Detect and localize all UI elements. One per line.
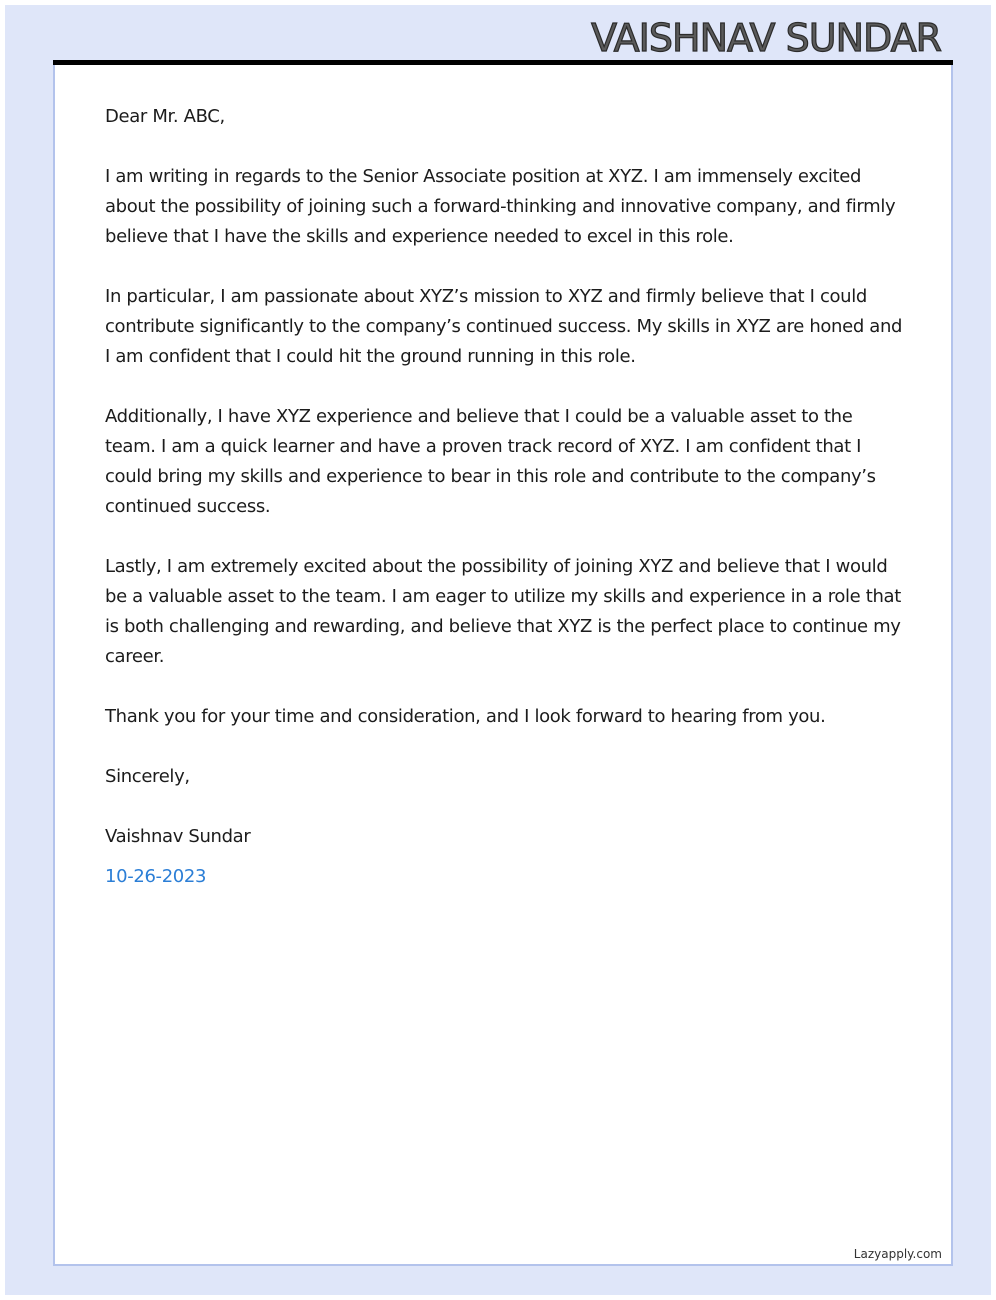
footer-watermark: Lazyapply.com (853, 1247, 942, 1261)
letter-paragraph: In particular, I am passionate about XYZ’s mission to XYZ and firmly believe that I could contribute significantly to the company’s continued success. My skills in XYZ are honed and I am confident that I could hit the ground running in this role. (105, 286, 903, 367)
salutation: Dear Mr. ABC, (105, 106, 225, 127)
header-name: VAISHNAV SUNDAR (591, 16, 941, 60)
letter-paragraph: Additionally, I have XYZ experience and believe that I could be a valuable asset to the team. I am a quick learner and have a proven track record of XYZ. I am confident that I could bring my skills and experience to bear in this role and contribute to the company’s continued success. (105, 406, 876, 517)
letter-paragraph: I am writing in regards to the Senior Associate position at XYZ. I am immensely excited about the possibility of joining such a forward-thinking and innovative company, and firmly believe that I have the skills and experience needed to excel in this role. (105, 166, 896, 247)
closing: Sincerely, (105, 766, 190, 787)
signature-name: Vaishnav Sundar (105, 826, 251, 847)
letter-page (53, 65, 953, 1266)
document-background (5, 5, 991, 1295)
letter-body (105, 102, 905, 892)
letter-paragraph: Thank you for your time and consideration, and I look forward to hearing from you. (105, 706, 826, 727)
letter-paragraph: Lastly, I am extremely excited about the possibility of joining XYZ and believe that I would be a valuable asset to the team. I am eager to utilize my skills and experience in a role that is both challenging and rewarding, and believe that XYZ is the perfect place to continue my career. (105, 556, 901, 667)
letter-date: 10-26-2023 (105, 866, 207, 887)
